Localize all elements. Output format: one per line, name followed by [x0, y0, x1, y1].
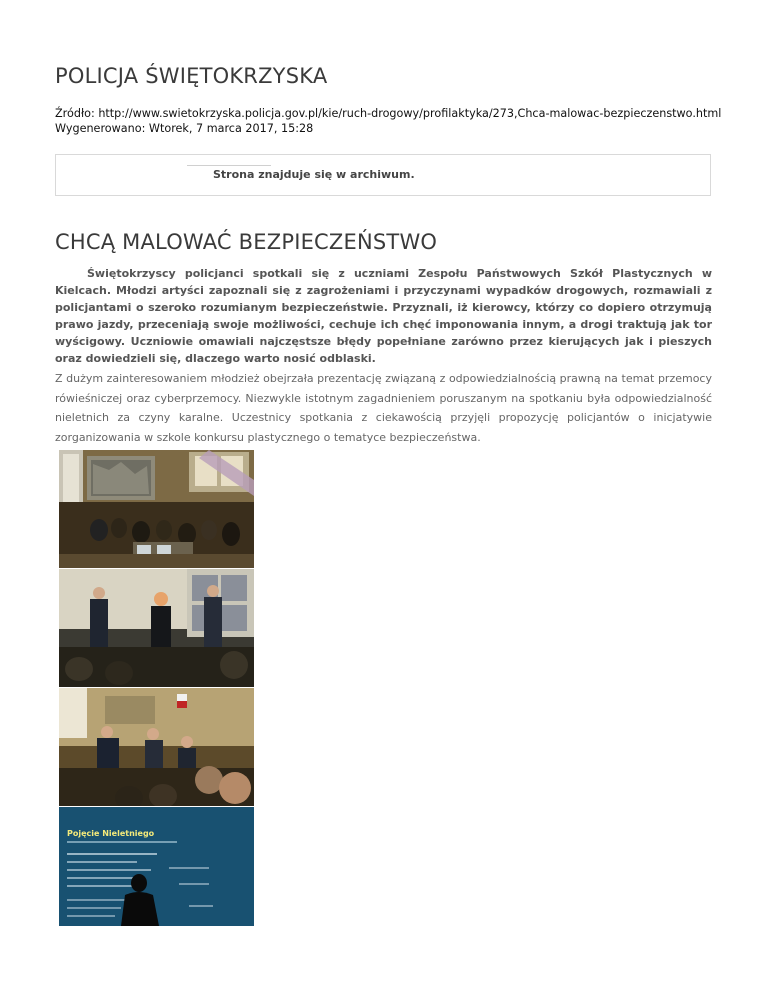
- generated-date-line: Wygenerowano: Wtorek, 7 marca 2017, 15:28: [55, 122, 314, 135]
- presentation-photo-image: [59, 807, 254, 926]
- gallery-photo-officers[interactable]: [59, 569, 254, 687]
- article-body: Z dużym zainteresowaniem młodzież obejrzała prezentację związaną z odpowiedzialnością prawną na temat przemocy rówieśniczej oraz cyberprzemocy. Niezwykle istotnym zagadnieniem poruszanym na spotkaniu była odpowiedzialność nieletnich za czyny karalne. Uczestnicy spotkania z ciekawością przyjęli propozycję policjantów o inicjatywie zorganizowania w szkole konkursu plastycznego o tematyce bezpieczeństwa.: [55, 372, 712, 444]
- archive-divider: [187, 165, 271, 166]
- classroom-photo-image: [59, 450, 254, 568]
- archive-notice-text: Strona znajduje się w archiwum.: [213, 168, 415, 181]
- gallery-photo-presentation[interactable]: [59, 807, 254, 926]
- officers-photo-image: [59, 569, 254, 687]
- print-metadata: [55, 106, 721, 136]
- slide-heading: Pojęcie Nieletniego: [67, 829, 155, 838]
- article-lead: Świętokrzyscy policjanci spotkali się z uczniami Zespołu Państwowych Szkół Plastycznych w Kielcach. Młodzi artyści zapoznali się z zagrożeniami i przyczynami wypadków drogowych, rozmawiali z policjantami o szeroko rozumianym bezpieczeństwie. Przyznali, iż kierowcy, którzy co dopiero otrzymują prawo jazdy, przeceniają swoje możliwości, cechuje ich chęć imponowania innym, a drogi traktują jak tor wyścigowy. Uczniowie omawiali najczęstsze błędy popełniane zarówno przez kierujących jak i pieszych oraz dowiedzieli się, dlaczego warto nosić odblaski.: [55, 267, 712, 365]
- gallery-photo-classroom[interactable]: [59, 450, 254, 568]
- audience-photo-image: [59, 688, 254, 806]
- archive-notice: [55, 154, 711, 196]
- article-title: CHCĄ MALOWAĆ BEZPIECZEŃSTWO: [55, 230, 438, 254]
- source-url-line: Źródło: http://www.swietokrzyska.policja.gov.pl/kie/ruch-drogowy/profilaktyka/273,Chca-malowac-bezpieczenstwo.html: [55, 107, 722, 120]
- gallery-photo-audience[interactable]: [59, 688, 254, 806]
- site-title: POLICJA ŚWIĘTOKRZYSKA: [55, 64, 328, 88]
